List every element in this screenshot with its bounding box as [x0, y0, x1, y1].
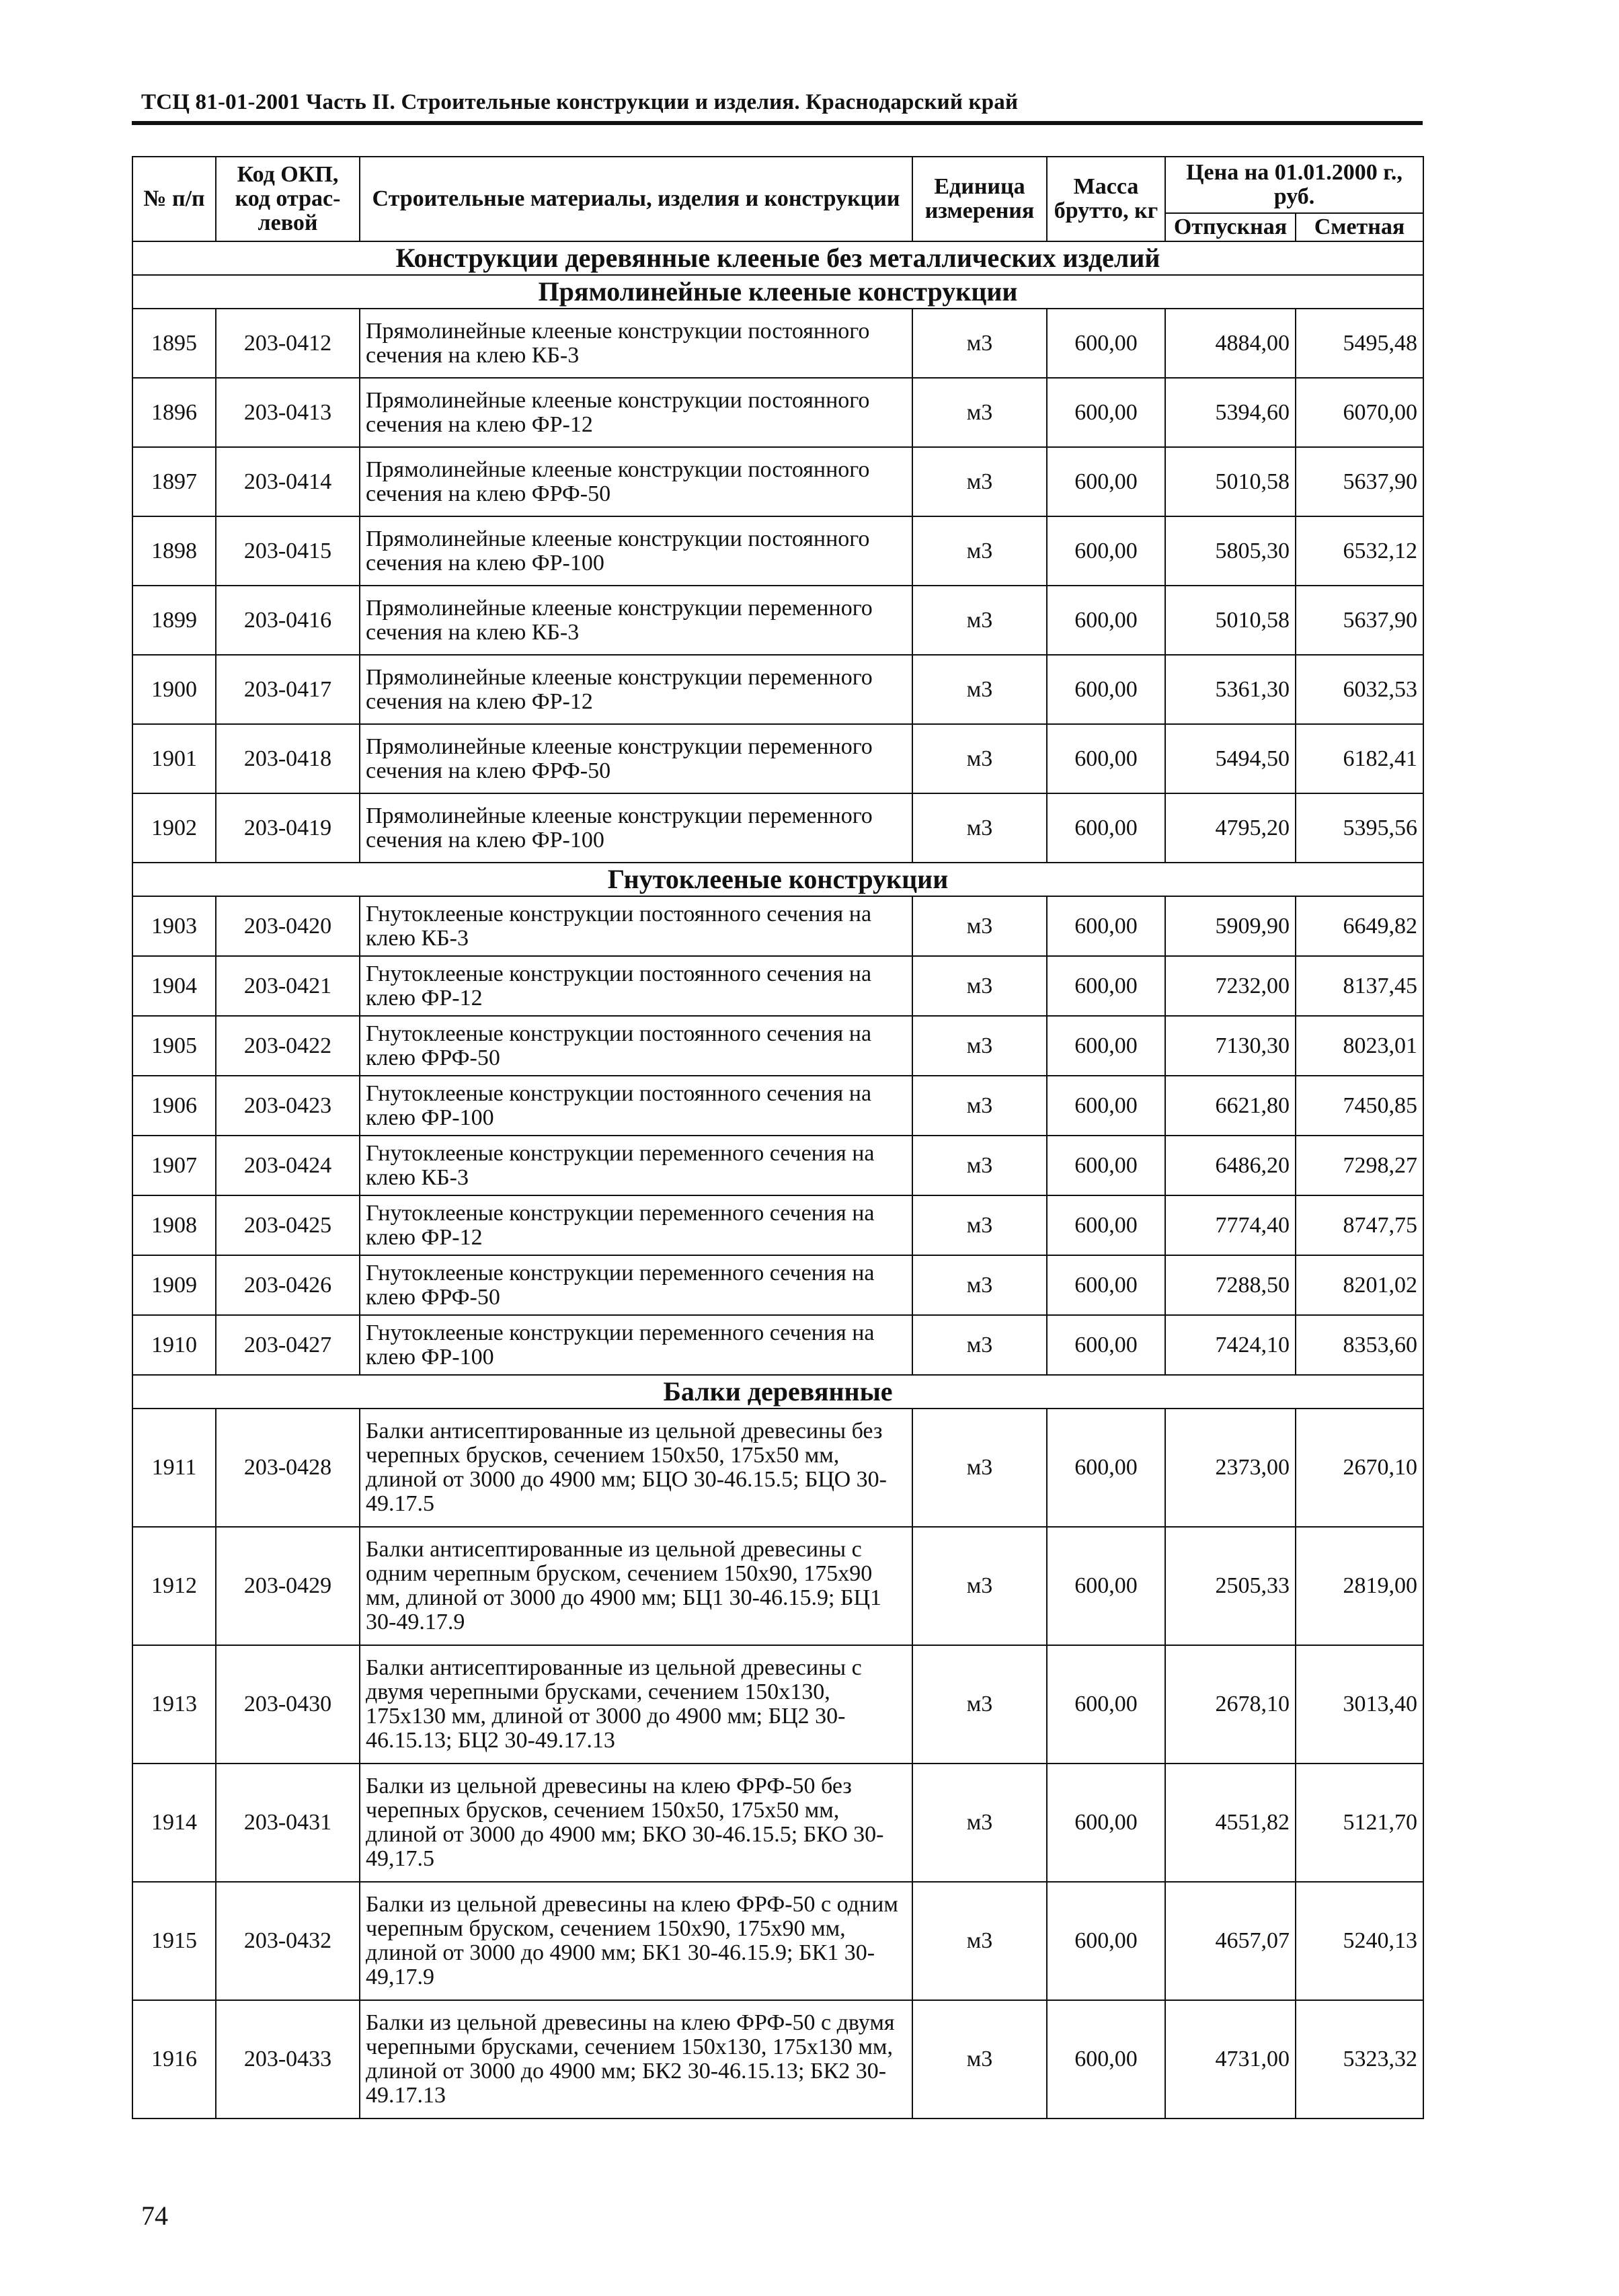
row-name: Гнутоклееные конструкции постоянного сечения на клею ФР-100 [360, 1076, 912, 1136]
col-code-header: Код ОКП, код отрас-левой [216, 157, 360, 241]
row-name: Балки антисептированные из цельной древесины с двумя черепными брусками, сечением 150x130, 175x130 мм, длиной от 3000 до 4900 мм; БЦ2 30-46.15.13; БЦ2 30-49.17.13 [360, 1645, 912, 1764]
table-row [132, 1195, 1423, 1255]
row-code: 203-0416 [216, 586, 360, 655]
section-title: Балки деревянные [132, 1375, 1423, 1409]
row-code: 203-0418 [216, 724, 360, 793]
row-mass: 600,00 [1047, 896, 1165, 956]
price-table [132, 156, 1424, 2119]
row-code: 203-0431 [216, 1764, 360, 1882]
row-code: 203-0432 [216, 1882, 360, 2000]
table-row [132, 724, 1423, 793]
row-unit: м3 [912, 378, 1047, 447]
row-mass: 600,00 [1047, 1527, 1165, 1645]
row-price-estimate: 6032,53 [1296, 655, 1423, 724]
row-unit: м3 [912, 447, 1047, 516]
row-unit: м3 [912, 1409, 1047, 1527]
row-mass: 600,00 [1047, 1016, 1165, 1076]
row-price-release: 7424,10 [1165, 1315, 1296, 1375]
row-name: Балки из цельной древесины на клею ФРФ-50 с одним черепным бруском, сечением 150x90, 175x90 мм, длиной от 3000 до 4900 мм; БК1 30-46.15.9; БК1 30-49,17.9 [360, 1882, 912, 2000]
row-unit: м3 [912, 516, 1047, 586]
row-price-estimate: 8747,75 [1296, 1195, 1423, 1255]
row-code: 203-0419 [216, 793, 360, 863]
table-row [132, 1645, 1423, 1764]
row-code: 203-0433 [216, 2000, 360, 2119]
row-price-release: 6486,20 [1165, 1136, 1296, 1195]
row-price-estimate: 5121,70 [1296, 1764, 1423, 1882]
table-row [132, 378, 1423, 447]
row-price-release: 2373,00 [1165, 1409, 1296, 1527]
page-number: 74 [141, 2201, 168, 2231]
row-number: 1902 [132, 793, 216, 863]
section-title-row [132, 275, 1423, 309]
row-number: 1897 [132, 447, 216, 516]
row-price-estimate: 8201,02 [1296, 1255, 1423, 1315]
running-title: ТСЦ 81-01-2001 Часть II. Строительные конструкции и изделия. Краснодарский край [141, 90, 1019, 114]
col-name-header: Строительные материалы, изделия и конструкции [360, 157, 912, 241]
row-code: 203-0427 [216, 1315, 360, 1375]
row-mass: 600,00 [1047, 793, 1165, 863]
row-number: 1909 [132, 1255, 216, 1315]
row-mass: 600,00 [1047, 309, 1165, 378]
row-price-release: 5010,58 [1165, 586, 1296, 655]
row-unit: м3 [912, 896, 1047, 956]
row-price-release: 4657,07 [1165, 1882, 1296, 2000]
row-unit: м3 [912, 1136, 1047, 1195]
row-name: Гнутоклееные конструкции постоянного сечения на клею ФРФ-50 [360, 1016, 912, 1076]
table-header [132, 157, 1423, 241]
row-unit: м3 [912, 1645, 1047, 1764]
table-row [132, 1409, 1423, 1527]
row-number: 1899 [132, 586, 216, 655]
row-mass: 600,00 [1047, 1315, 1165, 1375]
row-number: 1903 [132, 896, 216, 956]
row-code: 203-0426 [216, 1255, 360, 1315]
row-price-estimate: 7450,85 [1296, 1076, 1423, 1136]
row-price-release: 5909,90 [1165, 896, 1296, 956]
row-price-estimate: 6649,82 [1296, 896, 1423, 956]
row-name: Гнутоклееные конструкции переменного сечения на клею ФРФ-50 [360, 1255, 912, 1315]
row-price-release: 7232,00 [1165, 956, 1296, 1016]
table-row [132, 655, 1423, 724]
row-code: 203-0412 [216, 309, 360, 378]
row-code: 203-0425 [216, 1195, 360, 1255]
row-code: 203-0422 [216, 1016, 360, 1076]
col-mass-header: Масса брутто, кг [1047, 157, 1165, 241]
section-title-row [132, 863, 1423, 896]
row-number: 1896 [132, 378, 216, 447]
row-price-estimate: 8023,01 [1296, 1016, 1423, 1076]
row-unit: м3 [912, 1315, 1047, 1375]
table-row [132, 793, 1423, 863]
row-name: Гнутоклееные конструкции постоянного сечения на клею КБ-3 [360, 896, 912, 956]
row-unit: м3 [912, 724, 1047, 793]
row-code: 203-0417 [216, 655, 360, 724]
row-price-estimate: 5240,13 [1296, 1882, 1423, 2000]
row-price-estimate: 6182,41 [1296, 724, 1423, 793]
row-unit: м3 [912, 309, 1047, 378]
col-price-estimate-header: Сметная [1296, 213, 1423, 241]
row-number: 1906 [132, 1076, 216, 1136]
row-number: 1911 [132, 1409, 216, 1527]
row-number: 1908 [132, 1195, 216, 1255]
row-mass: 600,00 [1047, 516, 1165, 586]
row-number: 1901 [132, 724, 216, 793]
row-number: 1913 [132, 1645, 216, 1764]
row-name: Прямолинейные клееные конструкции постоянного сечения на клею ФРФ-50 [360, 447, 912, 516]
row-mass: 600,00 [1047, 378, 1165, 447]
row-price-estimate: 6532,12 [1296, 516, 1423, 586]
row-name: Гнутоклееные конструкции постоянного сечения на клею ФР-12 [360, 956, 912, 1016]
row-number: 1916 [132, 2000, 216, 2119]
row-unit: м3 [912, 1076, 1047, 1136]
row-unit: м3 [912, 655, 1047, 724]
table-row [132, 1255, 1423, 1315]
row-code: 203-0421 [216, 956, 360, 1016]
table-row [132, 1882, 1423, 2000]
row-price-release: 5805,30 [1165, 516, 1296, 586]
row-price-estimate: 2670,10 [1296, 1409, 1423, 1527]
table-row [132, 1076, 1423, 1136]
row-mass: 600,00 [1047, 1645, 1165, 1764]
row-name: Прямолинейные клееные конструкции постоянного сечения на клею ФР-100 [360, 516, 912, 586]
row-price-estimate: 5637,90 [1296, 586, 1423, 655]
row-price-estimate: 5395,56 [1296, 793, 1423, 863]
row-number: 1904 [132, 956, 216, 1016]
table-row [132, 2000, 1423, 2119]
row-mass: 600,00 [1047, 1255, 1165, 1315]
table-row [132, 956, 1423, 1016]
table-row [132, 447, 1423, 516]
row-name: Прямолинейные клееные конструкции постоянного сечения на клею КБ-3 [360, 309, 912, 378]
table-row [132, 586, 1423, 655]
col-price-release-header: Отпускная [1165, 213, 1296, 241]
row-mass: 600,00 [1047, 1136, 1165, 1195]
row-price-release: 6621,80 [1165, 1076, 1296, 1136]
row-number: 1900 [132, 655, 216, 724]
row-price-release: 4551,82 [1165, 1764, 1296, 1882]
row-mass: 600,00 [1047, 956, 1165, 1016]
section-title: Прямолинейные клееные конструкции [132, 275, 1423, 309]
row-price-release: 2505,33 [1165, 1527, 1296, 1645]
row-code: 203-0413 [216, 378, 360, 447]
row-code: 203-0424 [216, 1136, 360, 1195]
row-number: 1905 [132, 1016, 216, 1076]
row-mass: 600,00 [1047, 1409, 1165, 1527]
row-code: 203-0420 [216, 896, 360, 956]
row-price-release: 4731,00 [1165, 2000, 1296, 2119]
row-name: Балки антисептированные из цельной древесины с одним черепным бруском, сечением 150x90, 175x90 мм, длиной от 3000 до 4900 мм; БЦ1 30-46.15.9; БЦ1 30-49.17.9 [360, 1527, 912, 1645]
row-unit: м3 [912, 2000, 1047, 2119]
row-code: 203-0423 [216, 1076, 360, 1136]
row-price-estimate: 8353,60 [1296, 1315, 1423, 1375]
table-row [132, 1527, 1423, 1645]
table-row [132, 1764, 1423, 1882]
row-unit: м3 [912, 586, 1047, 655]
group-title: Конструкции деревянные клееные без металлических изделий [132, 241, 1423, 275]
row-number: 1898 [132, 516, 216, 586]
row-price-release: 5010,58 [1165, 447, 1296, 516]
row-name: Прямолинейные клееные конструкции постоянного сечения на клею ФР-12 [360, 378, 912, 447]
row-name: Балки антисептированные из цельной древесины без черепных брусков, сечением 150x50, 175x50 мм, длиной от 3000 до 4900 мм; БЦО 30-46.15.5; БЦО 30-49.17.5 [360, 1409, 912, 1527]
row-price-estimate: 8137,45 [1296, 956, 1423, 1016]
row-price-release: 7130,30 [1165, 1016, 1296, 1076]
row-price-estimate: 5323,32 [1296, 2000, 1423, 2119]
table-row [132, 1136, 1423, 1195]
table-row [132, 1315, 1423, 1375]
group-title-row [132, 241, 1423, 275]
row-unit: м3 [912, 793, 1047, 863]
row-price-estimate: 2819,00 [1296, 1527, 1423, 1645]
row-price-release: 7774,40 [1165, 1195, 1296, 1255]
row-number: 1914 [132, 1764, 216, 1882]
row-price-release: 5394,60 [1165, 378, 1296, 447]
row-price-release: 4795,20 [1165, 793, 1296, 863]
row-name: Гнутоклееные конструкции переменного сечения на клею ФР-100 [360, 1315, 912, 1375]
col-no-header: № п/п [132, 157, 216, 241]
row-unit: м3 [912, 1882, 1047, 2000]
row-mass: 600,00 [1047, 2000, 1165, 2119]
row-number: 1912 [132, 1527, 216, 1645]
row-unit: м3 [912, 1195, 1047, 1255]
row-number: 1915 [132, 1882, 216, 2000]
row-name: Гнутоклееные конструкции переменного сечения на клею КБ-3 [360, 1136, 912, 1195]
row-code: 203-0430 [216, 1645, 360, 1764]
row-price-release: 2678,10 [1165, 1645, 1296, 1764]
row-unit: м3 [912, 1764, 1047, 1882]
row-name: Прямолинейные клееные конструкции переменного сечения на клею ФРФ-50 [360, 724, 912, 793]
row-code: 203-0415 [216, 516, 360, 586]
row-mass: 600,00 [1047, 724, 1165, 793]
row-mass: 600,00 [1047, 1195, 1165, 1255]
row-mass: 600,00 [1047, 447, 1165, 516]
col-unit-header: Единица измерения [912, 157, 1047, 241]
row-unit: м3 [912, 1527, 1047, 1645]
row-price-release: 7288,50 [1165, 1255, 1296, 1315]
header-rule [132, 121, 1423, 125]
col-price-header: Цена на 01.01.2000 г., руб. [1165, 157, 1423, 213]
row-mass: 600,00 [1047, 655, 1165, 724]
section-title: Гнутоклееные конструкции [132, 863, 1423, 896]
row-mass: 600,00 [1047, 1764, 1165, 1882]
row-price-release: 5361,30 [1165, 655, 1296, 724]
row-name: Прямолинейные клееные конструкции переменного сечения на клею КБ-3 [360, 586, 912, 655]
row-name: Балки из цельной древесины на клею ФРФ-50 с двумя черепными брусками, сечением 150x130, 175x130 мм, длиной от 3000 до 4900 мм; БК2 30-46.15.13; БК2 30-49.17.13 [360, 2000, 912, 2119]
row-mass: 600,00 [1047, 1882, 1165, 2000]
row-name: Балки из цельной древесины на клею ФРФ-50 без черепных брусков, сечением 150x50, 175x50 мм, длиной от 3000 до 4900 мм; БКО 30-46.15.5; БКО 30-49,17.5 [360, 1764, 912, 1882]
row-price-release: 5494,50 [1165, 724, 1296, 793]
row-price-estimate: 6070,00 [1296, 378, 1423, 447]
row-unit: м3 [912, 956, 1047, 1016]
row-name: Прямолинейные клееные конструкции переменного сечения на клею ФР-12 [360, 655, 912, 724]
row-unit: м3 [912, 1255, 1047, 1315]
row-name: Прямолинейные клееные конструкции переменного сечения на клею ФР-100 [360, 793, 912, 863]
row-price-release: 4884,00 [1165, 309, 1296, 378]
table-row [132, 309, 1423, 378]
row-number: 1910 [132, 1315, 216, 1375]
row-code: 203-0414 [216, 447, 360, 516]
row-mass: 600,00 [1047, 1076, 1165, 1136]
row-number: 1907 [132, 1136, 216, 1195]
row-mass: 600,00 [1047, 586, 1165, 655]
table-row [132, 516, 1423, 586]
table-row [132, 896, 1423, 956]
row-price-estimate: 5495,48 [1296, 309, 1423, 378]
row-code: 203-0428 [216, 1409, 360, 1527]
table-body [132, 241, 1423, 2119]
section-title-row [132, 1375, 1423, 1409]
row-price-estimate: 5637,90 [1296, 447, 1423, 516]
row-name: Гнутоклееные конструкции переменного сечения на клею ФР-12 [360, 1195, 912, 1255]
row-code: 203-0429 [216, 1527, 360, 1645]
table-row [132, 1016, 1423, 1076]
row-number: 1895 [132, 309, 216, 378]
row-unit: м3 [912, 1016, 1047, 1076]
row-price-estimate: 3013,40 [1296, 1645, 1423, 1764]
row-price-estimate: 7298,27 [1296, 1136, 1423, 1195]
